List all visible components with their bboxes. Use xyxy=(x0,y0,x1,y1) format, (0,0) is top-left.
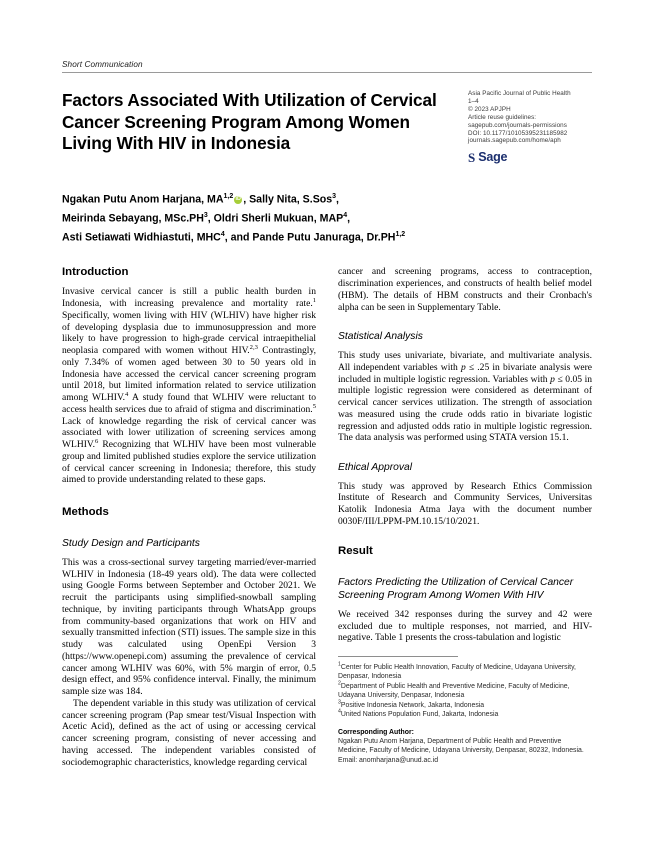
spacer xyxy=(338,444,592,461)
ethical-approval-paragraph: This study was approved by Research Ethics Commission Institute of Research and Community Services, Universitas Katolik Indonesia Atma Jaya with the document number 0030F/III/LPPM-PM.10.15/10/2021. xyxy=(338,480,592,527)
sage-logo-mark-icon: S xyxy=(468,150,476,166)
spacer xyxy=(338,565,592,576)
stats-text-2: ≤ .25 in bivariate analysis were included in multiple logistic regression. Variables with xyxy=(338,361,592,385)
author-line-1-comma: , xyxy=(336,193,339,206)
affiliation-3-marker: 3 xyxy=(338,699,341,706)
author-4-affil: 4 xyxy=(343,212,348,220)
title-block xyxy=(62,90,462,155)
author-6-affil: 1,2 xyxy=(395,231,406,239)
journal-home-link[interactable]: journals.sagepub.com/home/aph xyxy=(468,137,561,145)
intro-text-1: Invasive cervical cancer is still a public health burden in Indonesia, with increasing prevalence and mortality rate. xyxy=(62,286,316,310)
corresponding-author-details: Ngakan Putu Anom Harjana, Department of Public Health and Preventive Medicine, Faculty of Medicine, Udayana University, Denpasar, 80232, Indonesia. xyxy=(338,737,584,755)
affiliation-4-text: United Nations Population Fund, Jakarta, Indonesia xyxy=(340,711,499,719)
spacer xyxy=(338,528,592,545)
stats-text-3: ≤ 0.05 in multiple logistic regression were considered as determinant of cervical cancer services utilization. The strength of association was measured using the crude odds ratio in bivariate logistic regression and adjusted odds ratio in multiple logistic regression. The data analysis was performed using STATA version 15.1. xyxy=(338,373,592,444)
affiliation-1-marker: 1 xyxy=(338,661,341,668)
introduction-paragraph xyxy=(62,286,316,486)
affiliation-3 xyxy=(338,701,592,710)
footnote-divider xyxy=(338,656,458,657)
sage-logo-wordmark: Sage xyxy=(478,150,508,165)
author-1-name: Ngakan Putu Anom Harjana, MA xyxy=(62,193,224,206)
intro-text-4: A study found that WLHIV were reluctant to access health services due to afraid of stigma and discrimination. xyxy=(62,392,316,415)
intro-cite-2: 2,3 xyxy=(249,344,258,352)
stats-p-value-symbol-1: p xyxy=(460,361,466,373)
affiliation-4-marker: 4 xyxy=(338,708,341,715)
affiliation-1-text: Center for Public Health Innovation, Faculty of Medicine, Udayana University, Denpasar, Indonesia xyxy=(338,664,576,681)
journal-name: Asia Pacific Journal of Public Health xyxy=(468,90,571,97)
intro-text-3: Contrastingly, only 7.34% of women aged between 30 to 50 years old in Indonesia have accessed the cervical cancer screening program until 2018, but limited information related to service utilization among WLHIV. xyxy=(62,345,316,404)
intro-text-5: Lack of knowledge regarding the risk of cervical cancer was associated with lower utilization of screening services among WLHIV. xyxy=(62,415,316,451)
page-content xyxy=(62,60,592,768)
author-6-name: , and Pande Putu Januraga, Dr.PH xyxy=(224,231,396,244)
journal-meta-block xyxy=(462,90,592,164)
intro-text-2: Specifically, women living with HIV (WLHIV) have higher risk of developing dysplasia due to immunosuppression and more likely to have progression to high-grade cervical intraepithelial neoplasia compared with women without HIV. xyxy=(62,309,316,357)
corresponding-author-email[interactable]: Email: anomharjana@unud.ac.id xyxy=(338,756,439,764)
subsection-heading-result-factors: Factors Predicting the Utilization of Cervical Cancer Screening Program Among Women With HIV xyxy=(338,576,574,602)
methods-paragraph-1: This was a cross-sectional survey targeting married/ever-married WLHIV in Indonesia (18-49 years old). The data were collected using Google Forms between September and October 2021. We recruit the participants using simplified-snowball sampling technique, by inviting participants through WhatsApp groups from community-based organizations that work on HIV and sexually transmitted infection (STI) issues. The sample size in this study was calculated using OpenEpi Version 3 (https://www.openepi.com) assuming the prevalence of cervical cancer among WLHIV was 60%, with 5% margin of error, 0.5 design effect, and 95% confidence interval. Finally, the minimum sample size was 184. xyxy=(62,556,316,698)
subsection-heading-statistical-analysis: Statistical Analysis xyxy=(338,331,423,343)
right-column xyxy=(338,266,592,768)
author-1-affil: 1,2 xyxy=(223,193,234,201)
result-paragraph: We received 342 responses during the survey and 42 were excluded due to multiple responses, not married, and HIV-negative. Table 1 presents the cross-tabulation and logistic xyxy=(338,608,592,644)
stats-p-value-symbol-2: p xyxy=(550,373,555,385)
section-heading-result: Result xyxy=(338,544,373,557)
author-4-name: , Oldri Sherli Mukuan, MAP xyxy=(207,212,344,225)
author-5-name: Asti Setiawati Widhiastuti, MHC xyxy=(62,231,221,244)
intro-cite-1: 1 xyxy=(312,297,316,305)
body-columns xyxy=(62,266,592,768)
section-heading-introduction: Introduction xyxy=(62,266,129,279)
affiliation-1 xyxy=(338,663,592,682)
affiliation-3-text: Positive Indonesia Network, Jakarta, Indonesia xyxy=(340,701,485,709)
subsection-heading-ethical-approval: Ethical Approval xyxy=(338,462,413,474)
affiliation-2 xyxy=(338,682,592,701)
page-title: Factors Associated With Utilization of Cervical Cancer Screening Program Among Women Living With HIV in Indonesia xyxy=(62,90,437,153)
spacer xyxy=(62,526,316,537)
left-column xyxy=(62,266,316,768)
section-heading-methods: Methods xyxy=(62,506,109,519)
author-list xyxy=(62,189,482,246)
stats-text-1: This study uses univariate, bivariate, and multivariate analysis. All independent variables with xyxy=(338,350,592,373)
permissions-link[interactable]: sagepub.com/journals-permissions xyxy=(468,121,567,129)
author-3-name: Meirinda Sebayang, MSc.PH xyxy=(62,212,204,225)
author-3-affil: 3 xyxy=(203,212,208,220)
author-line-2-comma: , xyxy=(347,212,351,225)
reuse-guidelines-label: Article reuse guidelines: xyxy=(468,113,537,121)
intro-cite-4: 5 xyxy=(312,402,316,410)
intro-text-6: Recognizing that WLHIV have been most vulnerable group and limited published studies explore the service utilization of cervical cancer screening in Indonesia; therefore, this study aimed to provide understanding related to these gaps. xyxy=(62,439,316,486)
header-divider xyxy=(62,72,592,73)
affiliation-2-marker: 2 xyxy=(338,680,341,687)
methods-paragraph-2: The dependent variable in this study was utilization of cervical cancer screening program (Pap smear test/Visual Inspection with Acetic Acid), defined as the act of using or accessing cervical cancer screening program, consisting of never accessing and having accessed. The independent variables consisted of sociodemographic characteristics, knowledge regarding cervical xyxy=(62,697,316,768)
corresponding-author-heading: Corresponding Author: xyxy=(338,728,414,736)
copyright-line: © 2023 APJPH xyxy=(468,105,511,113)
intro-cite-3: 4 xyxy=(125,391,129,399)
methods-paragraph-continued: cancer and screening programs, access to contraception, discrimination experiences, and constructs of health belief model (HBM). The details of HBM constructs and their Cronbach's alpha can be seen in Supplementary Table. xyxy=(338,266,592,313)
affiliation-2-text: Department of Public Health and Preventive Medicine, Faculty of Medicine, Udayana University, Denpasar, Indonesia xyxy=(338,682,570,700)
spacer xyxy=(62,486,316,506)
statistical-analysis-paragraph xyxy=(338,350,592,444)
intro-cite-5: 6 xyxy=(94,438,99,446)
author-2-name: , Sally Nita, S.Sos xyxy=(243,193,333,206)
author-5-affil: 4 xyxy=(220,231,225,239)
page-range: 1–4 xyxy=(468,97,479,105)
spacer xyxy=(338,313,592,330)
running-head: Short Communication xyxy=(62,60,143,69)
doi-line[interactable]: DOI: 10.1177/10105395231185982 xyxy=(468,129,568,137)
subsection-heading-study-design: Study Design and Participants xyxy=(62,538,200,550)
affiliation-4 xyxy=(338,710,592,719)
author-2-affil: 3 xyxy=(332,193,337,201)
orcid-icon[interactable] xyxy=(234,196,242,204)
title-and-journal-meta xyxy=(62,90,592,164)
sage-logo xyxy=(468,151,592,164)
